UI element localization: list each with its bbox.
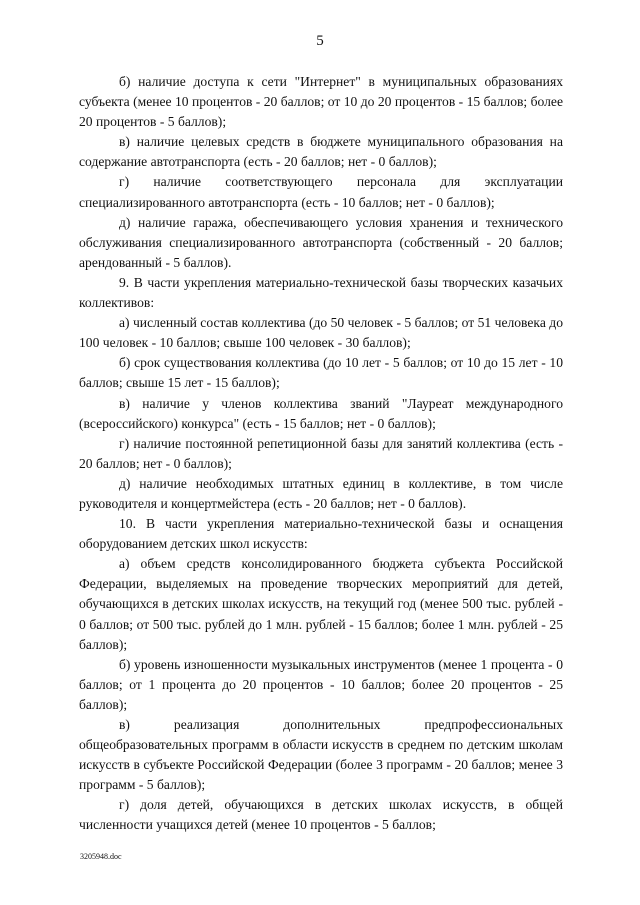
document-body [79,72,563,836]
paragraph-collective-age: б) срок существования коллектива (до 10 лет - 5 баллов; от 10 до 15 лет - 10 баллов; свыше 15 лет - 15 баллов); [79,355,563,391]
paragraph-laureate-titles: в) наличие у членов коллектива званий "Лауреат международного (всероссийского) конкурса" (есть - 15 баллов; нет - 0 баллов); [79,395,563,431]
section-heading-art-schools: 10. В части укрепления материально-технической базы и оснащения оборудованием детских школ искусств: [79,516,563,552]
paragraph-rehearsal-base: г) наличие постоянной репетиционной базы для занятий коллектива (есть - 20 баллов; нет - 0 баллов); [79,435,563,471]
paragraph-internet-access: б) наличие доступа к сети "Интернет" в муниципальных образованиях субъекта (менее 10 процентов - 20 баллов; от 10 до 20 процентов - 15 баллов; более 20 процентов - 5 баллов); [79,74,563,130]
paragraph-collective-size: а) численный состав коллектива (до 50 человек - 5 баллов; от 51 человека до 100 человек - 10 баллов; свыше 100 человек - 30 баллов); [79,315,563,351]
paragraph-staff-units: д) наличие необходимых штатных единиц в коллективе, в том числе руководителя и концертмейстера (есть - 20 баллов; нет - 0 баллов). [79,475,563,511]
paragraph-instrument-wear: б) уровень изношенности музыкальных инструментов (менее 1 процента - 0 баллов; от 1 процента до 20 процентов - 10 баллов; более 20 процентов - 25 баллов); [79,656,563,712]
paragraph-target-funds: в) наличие целевых средств в бюджете муниципального образования на содержание автотранспорта (есть - 20 баллов; нет - 0 баллов); [79,134,563,170]
paragraph-garage: д) наличие гаража, обеспечивающего условия хранения и технического обслуживания специализированного автотранспорта (собственный - 20 баллов; арендованный - 5 баллов). [79,214,563,270]
paragraph-budget-funds: а) объем средств консолидированного бюджета субъекта Российской Федерации, выделяемых на проведение творческих мероприятий для детей, обучающихся в детских школах искусств, на текущий год (менее 500 тыс. рублей - 0 баллов; от 500 тыс. рублей до 1 млн. рублей - 15 баллов; более 1 млн. рублей - 25 баллов); [79,556,563,652]
section-heading-cossack-collectives: 9. В части укрепления материально-технической базы творческих казачьих коллективов: [79,274,563,311]
footer-filename: 3205948.doc [80,852,122,861]
paragraph-personnel: г) наличие соответствующего персонала для эксплуатации специализированного автотранспорта (есть - 10 баллов; нет - 0 баллов); [79,174,563,210]
paragraph-children-share: г) доля детей, обучающихся в детских школах искусств, в общей численности учащихся детей (менее 10 процентов - 5 баллов; [79,797,563,833]
paragraph-programs: в) реализация дополнительных предпрофессиональных общеобразовательных программ в области искусств в среднем по детским школам искусств в субъекте Российской Федерации (более 3 программ - 20 баллов; менее 3 программ - 5 баллов); [79,717,563,793]
page-number: 5 [316,33,324,49]
